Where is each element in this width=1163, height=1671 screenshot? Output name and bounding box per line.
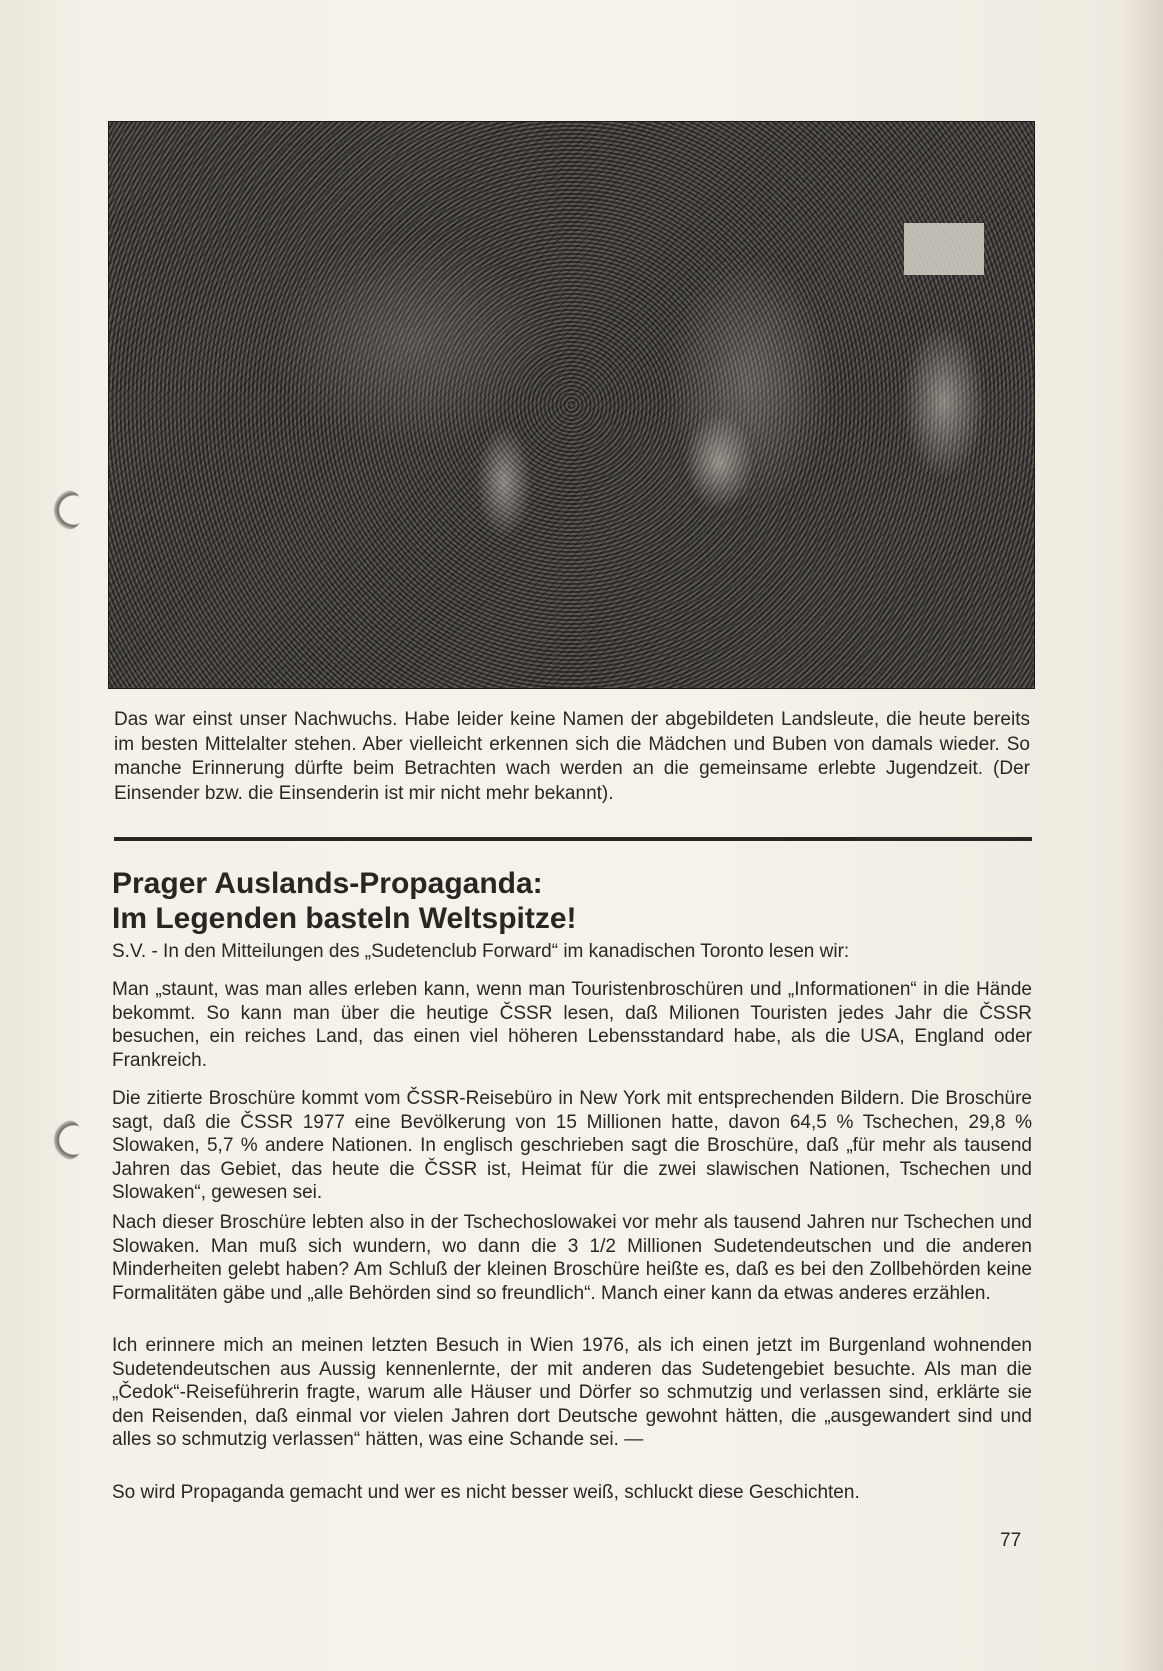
punch-hole-icon — [50, 490, 84, 530]
article-paragraph-4: Ich erinnere mich an meinen letzten Besuch in Wien 1976, als ich einen jetzt im Burgenland wohnenden Sudetendeutschen aus Aussig kennenlernte, der mit anderen das Sudetengebiet besuchte. Als man die „Čedok“-Reiseführerin fragte, warum alle Häuser und Dörfer so schmutzig und verlassen sind, erklärte sie den Reisenden, daß einmal vor vielen Jahren dort Deutsche gewohnt hätten, die „ausgewandert sind und alles so schmutzig verlassen“ hätten, was eine Schande sei. — — [112, 1335, 1032, 1450]
photo-caption: Das war einst unser Nachwuchs. Habe leider keine Namen der abgebildeten Landsleute, die heute bereits im besten Mittelalter stehen. Aber vielleicht erkennen sich die Mädchen und Buben von damals wieder. So manche Erinnerung dürfte beim Betrachten wach werden an die gemeinsame erlebte Jugendzeit. (Der Einsender bzw. die Einsenderin ist mir nicht mehr bekannt). — [114, 709, 1030, 804]
article-headline — [112, 866, 1032, 936]
article-paragraph-3: Nach dieser Broschüre lebten also in der Tschechoslowakei vor mehr als tausend Jahren nur Tschechen und Slowaken. Man muß sich wundern, wo dann die 3 1/2 Millionen Sudetendeutschen und die anderen Minderheiten gelebt haben? Am Schluß der kleinen Broschüre heißte es, daß es bei den Zollbehörden keine Formalitäten gäbe und „alle Behörden sind so freundlich“. Manch einer kann da etwas anderes erzählen. — [112, 1212, 1032, 1304]
headline-line-2: Im Legenden basteln Weltspitze! — [112, 902, 577, 935]
held-sign — [904, 223, 984, 275]
group-photo — [108, 121, 1035, 689]
page-number: 77 — [1000, 1530, 1022, 1551]
article-paragraph-1: Man „staunt, was man alles erleben kann, wenn man Touristenbroschüren und „Informationen“ in die Hände bekommt. So kann man über die heutige ČSSR lesen, daß Milionen Touristen jedes Jahr die ČSSR besuchen, ein reiches Land, das einen viel höheren Lebensstandard habe, als die USA, England oder Frankreich. — [112, 979, 1032, 1071]
punch-hole-icon — [50, 1120, 84, 1160]
section-divider — [114, 837, 1032, 841]
headline-line-1: Prager Auslands-Propaganda: — [112, 867, 543, 900]
article-paragraph-5: So wird Propaganda gemacht und wer es nicht besser weiß, schluckt diese Geschichten. — [112, 1482, 860, 1503]
article-paragraph-2: Die zitierte Broschüre kommt vom ČSSR-Reisebüro in New York mit entsprechenden Bildern. Die Broschüre sagt, daß die ČSSR 1977 eine Bevölkerung von 15 Millionen hatte, davon 64,5 % Tschechen, 29,8 % Slowaken, 5,7 % andere Nationen. In englisch geschrieben sagt die Broschüre, daß „für mehr als tausend Jahren das Gebiet, das heute die ČSSR ist, Heimat für die zwei slawischen Nationen, Tschechen und Slowaken“, gewesen sei. — [112, 1088, 1032, 1203]
article-intro: S.V. - In den Mitteilungen des „Sudetenclub Forward“ im kanadischen Toronto lesen wir: — [112, 941, 850, 962]
